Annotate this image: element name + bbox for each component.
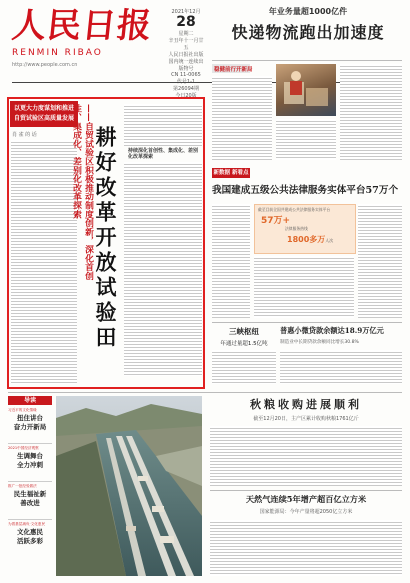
rule: [212, 60, 402, 61]
guide-item-body: [8, 431, 52, 441]
guide-item-line: 生调舞台: [17, 452, 43, 460]
guide-item[interactable]: [8, 443, 52, 479]
infographic-label2: 法律服务热线: [285, 226, 308, 231]
date-weekday: 星期二: [178, 31, 194, 37]
grain-subhead: 截至12月20日，主产区累计收购秋粮1761亿斤: [253, 416, 359, 422]
lead-story-midhead: 持续深化首创性、集成化、差别化改革探索: [128, 148, 199, 160]
section-tag: 新数据 新看点: [213, 170, 249, 176]
grain-headline[interactable]: 秋粮收购进展顺利: [250, 398, 362, 411]
lead-story-headline[interactable]: 耕好改革开放试验田: [93, 125, 118, 351]
guide-item-line: 扭住讲台: [17, 414, 43, 422]
rule: [8, 392, 402, 393]
lead-story-byline: 肖 雀 的 话: [12, 132, 37, 138]
section-tag-bg: [212, 168, 250, 178]
text-column: [212, 76, 272, 160]
website-url[interactable]: http://www.people.com.cn: [12, 62, 78, 68]
date-line: 国内统一连续出版物号: [168, 59, 204, 72]
courier-photo: [276, 64, 336, 116]
masthead: [9, 6, 162, 68]
top-story: [214, 6, 402, 62]
three-gorges-headline-line[interactable]: 三峡枢纽: [229, 327, 259, 336]
guide-item[interactable]: [8, 519, 52, 545]
loan-story: [280, 326, 402, 345]
guide-title: 导读: [8, 396, 52, 405]
newspaper-logo: 人民日报: [9, 6, 155, 46]
column-tag: 稳健前行开新局: [214, 67, 253, 73]
guide-item-body: [8, 469, 52, 479]
text-column: [210, 520, 402, 576]
loan-subhead: 制造业中长期贷款余额同比增长30.8%: [280, 340, 359, 345]
three-gorges-headline-line: 年通过量超1.5亿吨: [220, 341, 268, 347]
lead-story-title-line: 自贸试验区高质量发展: [13, 115, 74, 122]
guide-item-line: 全力冲刺: [17, 461, 43, 469]
text-column: [124, 104, 202, 146]
guide-sidebar: [8, 396, 52, 576]
guide-item-kicker: 2021中国经济观察: [8, 446, 39, 450]
guide-item-kicker: 推广一批经验做法: [8, 484, 37, 488]
courier-photo-art: [276, 64, 336, 116]
text-column: [358, 204, 402, 318]
lead-story-title-line: 以更大力度谋划和推进: [13, 105, 74, 112]
date-year-month: 2021年12月: [171, 9, 201, 15]
guide-item-line: 文化惠民: [17, 528, 43, 536]
section-headline[interactable]: 我国建成五级公共法律服务实体平台57万个: [212, 185, 399, 196]
gas-headline[interactable]: 天然气连续5年增产超百亿立方米: [245, 494, 367, 504]
gas-subhead: 国家能源局：今年产量将超2050亿立方米: [259, 509, 353, 515]
date-day: 28: [176, 14, 196, 30]
guide-item-line: 奋力开新局: [13, 423, 47, 431]
guide-item[interactable]: [8, 481, 52, 517]
guide-item-kicker: 为着基层减负·文化惠民: [8, 522, 46, 526]
guide-item[interactable]: [8, 408, 52, 441]
text-column: [254, 256, 354, 318]
guide-item-line: 善改进: [20, 499, 40, 507]
top-story-kicker: 年业务量超1000亿件: [268, 7, 348, 16]
grain-story: [210, 396, 402, 422]
date-line: 辛丑年十一月廿五: [168, 38, 204, 51]
text-column: [340, 64, 402, 160]
date-line: CN 11-0065: [171, 72, 201, 78]
text-column: [280, 350, 402, 384]
three-gorges-photo: [56, 396, 202, 576]
date-line: 人民日报社出版: [168, 52, 204, 58]
infographic-number2: 1800多万: [287, 235, 326, 244]
text-column: [276, 119, 336, 160]
lead-story-title-bg: [10, 101, 78, 127]
guide-item-kicker: 习近平的文化情缘: [8, 408, 37, 412]
three-gorges-photo-art: [56, 396, 202, 576]
logo-pinyin: RENMIN RIBAO: [12, 48, 103, 58]
top-story-headline[interactable]: 快递物流跑出加速度: [231, 23, 385, 42]
guide-item-line: 活跃多彩: [17, 537, 43, 545]
three-gorges-story: [212, 326, 276, 347]
infographic-text: 截至目前全国共建成公共法律服务实体平台: [258, 207, 331, 212]
text-column: [210, 426, 402, 486]
infographic: [254, 204, 356, 254]
text-column: [124, 162, 202, 376]
infographic-number: 57万+: [261, 216, 291, 226]
top-story-body: [212, 64, 402, 162]
rule: [210, 490, 402, 491]
guide-item-body: [8, 507, 52, 517]
infographic-row2: [255, 232, 355, 246]
rule: [212, 322, 402, 323]
date-line: 第26094期: [173, 86, 199, 92]
lead-story-text: [11, 140, 77, 384]
text-column: [212, 204, 250, 318]
top-story-byline: [214, 47, 402, 53]
lead-story-subheadline: ——自贸试验区积极推动制度创新，深化首创性、集成化、差别化改革探索: [71, 104, 93, 280]
guide-item-line: 民生福祉新: [13, 490, 47, 498]
infographic-unit2: 人次: [325, 238, 334, 243]
text-column: [212, 350, 276, 384]
date-line: 今日20版: [175, 93, 197, 99]
date-box: [168, 8, 204, 99]
lead-story-columns: [124, 104, 202, 384]
loan-headline[interactable]: 普惠小微贷款余额达18.9万亿元: [280, 326, 384, 335]
gas-story: [210, 494, 402, 515]
